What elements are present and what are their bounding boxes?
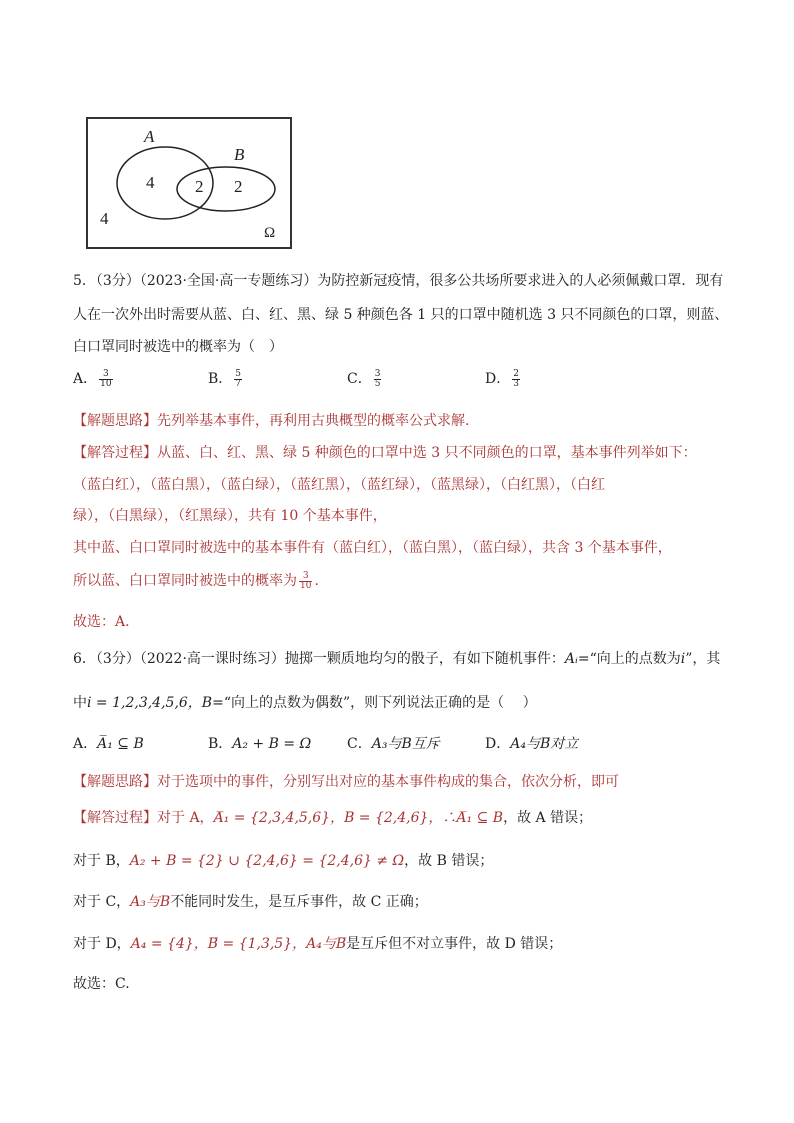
count-outside: 4 — [100, 209, 109, 228]
label-b: B — [234, 145, 245, 164]
text: . — [314, 573, 319, 589]
q6-option-c — [347, 733, 440, 753]
text: 不能同时发生，是互斥事件，故 C 正确； — [170, 894, 428, 910]
option-letter: A． — [73, 736, 98, 752]
math: 𝐴₃与𝐵 — [130, 894, 171, 910]
q6-proc-d — [73, 933, 562, 953]
q5-process-1: 【解答过程】从蓝、白、红、黑、绿 5 种颜色的口罩中选 3 只不同颜色的口罩，基本事件列举如下： — [73, 445, 697, 461]
q6-option-a — [73, 733, 144, 753]
option-text: 𝐴₂ + 𝐵 = 𝛺 — [232, 736, 312, 752]
q5-process-3: 绿），（白黑绿），（红黑绿），共有 10 个基本事件， — [73, 508, 387, 524]
q5-option-b — [208, 368, 244, 389]
text: 所以蓝、白口罩同时被选中的概率为 — [73, 573, 297, 589]
denominator: 3 — [513, 378, 519, 389]
count-a-only: 4 — [146, 173, 155, 192]
fraction — [299, 572, 312, 591]
count-intersection: 2 — [195, 177, 204, 196]
option-text: 𝐴₄与𝐵̅对立 — [510, 736, 579, 752]
numerator: 3 — [374, 368, 381, 379]
q5-idea: 【解题思路】先列举基本事件，再利用古典概型的概率公式求解. — [73, 413, 470, 429]
numerator: 3 — [99, 370, 112, 380]
text: 对于 B， — [73, 853, 130, 869]
denominator: 7 — [235, 378, 242, 389]
option-text: 𝐴₃与𝐵互斥 — [371, 736, 440, 752]
q6-proc-c — [73, 891, 428, 911]
text: 【解答过程】对于 A， — [73, 810, 214, 826]
q6-option-b — [208, 733, 311, 753]
option-letter: B． — [208, 736, 233, 752]
numerator: 2 — [513, 368, 519, 379]
denominator: 10 — [100, 378, 112, 389]
option-text: A̅₁ ⊆ 𝐵 — [97, 736, 144, 752]
text: 中 — [73, 695, 87, 711]
text: =“向上的点数为偶数”，则下列说法正确的是（ ） — [212, 695, 537, 711]
math: 𝐴̅₁ = {2,3,4,5,6}，𝐵 = {2,4,6}，∴𝐴̅₁ ⊆ 𝐵 — [213, 810, 504, 826]
option-letter: D． — [485, 371, 511, 387]
option-letter: B． — [208, 371, 233, 387]
q5-process-4: 其中蓝、白口罩同时被选中的基本事件有（蓝白红），（蓝白黑），（蓝白绿），共含 3 个基本事件， — [73, 540, 672, 556]
q5-header: 5．（3分）（2023·全国·高一专题练习）为防控新冠疫情，很多公共场所要求进入的人必须佩戴口罩．现有 — [73, 273, 724, 289]
denominator: 10 — [300, 580, 312, 591]
option-letter: C． — [347, 736, 372, 752]
fraction — [512, 370, 520, 389]
label-a: A — [144, 127, 155, 146]
denominator: 5 — [374, 378, 381, 389]
option-letter: A． — [73, 371, 98, 387]
q5-line3: 白口罩同时被选中的概率为（ ） — [73, 339, 283, 355]
math: Aᵢ — [564, 651, 578, 667]
text: 对于 C， — [73, 894, 131, 910]
text: =“向上的点数为𝑖”，其 — [577, 651, 721, 667]
option-letter: C． — [347, 371, 372, 387]
count-b-only: 2 — [234, 177, 243, 196]
venn-diagram — [86, 117, 292, 249]
q6-idea: 【解题思路】对于选项中的事件，分别写出对应的基本事件构成的集合，依次分析，即可 — [73, 774, 619, 790]
q5-answer: 故选：A. — [73, 614, 130, 630]
q6-line2 — [73, 692, 537, 712]
text: 6．（3分）（2022·高一课时练习）抛掷一颗质地均匀的骰子，有如下随机事件： — [73, 651, 565, 667]
q5-option-d — [485, 368, 522, 389]
q6-proc-b — [73, 850, 493, 870]
text: 对于 D， — [73, 936, 131, 952]
omega-label: Ω — [264, 225, 276, 241]
text: ，故 A 错误； — [503, 810, 593, 826]
text: ，故 B 错误； — [404, 853, 494, 869]
math: 𝑖 = 1,2,3,4,5,6，𝐵 — [87, 695, 213, 711]
math: 𝐴₄ = {4}，𝐵̅ = {1,3,5}，𝐴₄与𝐵̅ — [130, 936, 347, 952]
q5-line2: 人在一次外出时需要从蓝、白、红、黑、绿 5 种颜色各 1 只的口罩中随机选 3 只不同颜色的口罩，则蓝、 — [73, 307, 729, 323]
option-letter: D． — [485, 736, 511, 752]
math: 𝐴₂ + 𝐵 = {2} ∪ {2,4,6} = {2,4,6} ≠ 𝛺 — [129, 853, 405, 869]
fraction — [234, 370, 242, 389]
q6-answer: 故选：C. — [73, 976, 130, 992]
q6-header — [73, 648, 720, 668]
fraction — [99, 370, 112, 389]
q6-option-d — [485, 733, 578, 753]
circle-b — [177, 167, 275, 211]
q5-option-a — [73, 368, 115, 389]
numerator: 5 — [235, 368, 242, 379]
q6-proc-a — [73, 807, 592, 827]
fraction — [374, 370, 382, 389]
numerator: 3 — [299, 572, 312, 582]
q5-process-2: （蓝白红），（蓝白黑），（蓝白绿），（蓝红黑），（蓝红绿），（蓝黑绿），（白红黑），（白红 — [73, 477, 605, 493]
q5-option-c — [347, 368, 383, 389]
text: 是互斥但不对立事件，故 D 错误； — [346, 936, 563, 952]
q5-process-5 — [73, 570, 319, 591]
